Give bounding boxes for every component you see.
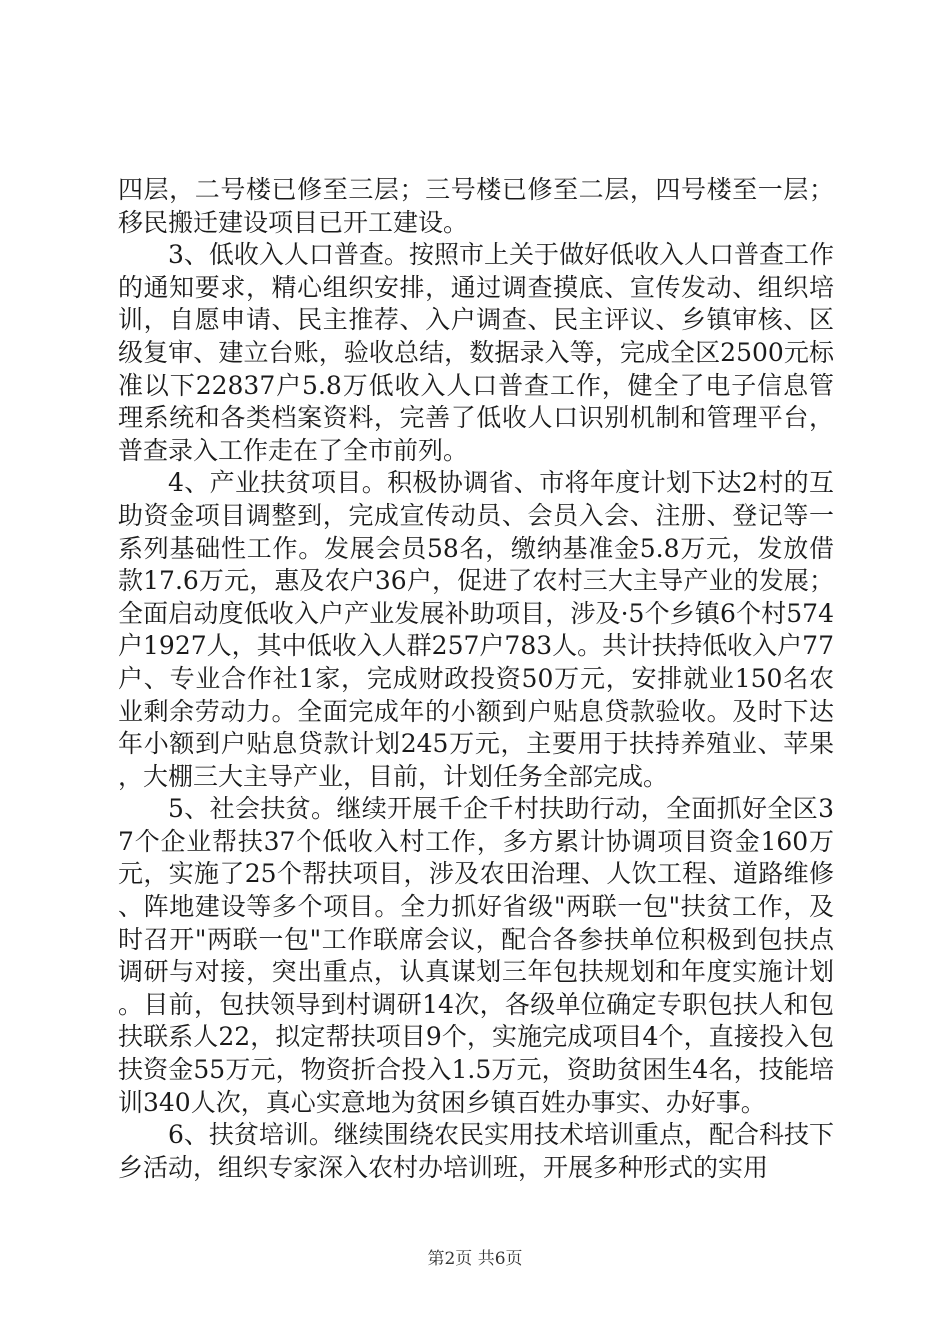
paragraph-industry-poverty-project: 4、产业扶贫项目。积极协调省、市将年度计划下达2村的互助资金项目调整到，完成宣传动员、会员入会、注册、登记等一系列基础性工作。发展会员58名，缴纳基准金5.8万元，发放借款17.6万元，惠及农户36户，促进了农村三大主导产业的发展；全面启动度低收入户产业发展补助项目，涉及·5个乡镇6个村574户1927人，其中低收入人群257户783人。共计扶持低收入户77户、专业合作社1家，完成财政投资50万元，安排就业150名农业剩余劳动力。全面完成年的小额到户贴息贷款验收。及时下达年小额到户贴息贷款计划245万元，主要用于扶持养殖业、苹果，大棚三大主导产业，目前，计划任务全部完成。 — [118, 468, 834, 791]
paragraph-poverty-training: 6、扶贫培训。继续围绕农民实用技术培训重点，配合科技下乡活动，组织专家深入农村办培训班，开展多种形式的实用 — [118, 1120, 834, 1182]
paragraph-continuation: 四层，二号楼已修至三层；三号楼已修至二层，四号楼至一层；移民搬迁建设项目已开工建设。 — [118, 175, 834, 237]
document-body — [118, 174, 834, 1184]
page-footer: 第2页 共6页 — [427, 1249, 523, 1269]
paragraph-low-income-census: 3、低收入人口普查。按照市上关于做好低收入人口普查工作的通知要求，精心组织安排，通过调查摸底、宣传发动、组织培训，自愿申请、民主推荐、入户调查、民主评议、乡镇审核、区级复审、建立台账，验收总结，数据录入等，完成全区2500元标准以下22837户5.8万低收入人口普查工作，健全了电子信息管理系统和各类档案资料，完善了低收人口识别机制和管理平台，普查录入工作走在了全市前列。 — [118, 240, 834, 465]
paragraph-social-poverty-relief: 5、社会扶贫。继续开展千企千村扶助行动，全面抓好全区37个企业帮扶37个低收入村工作，多方累计协调项目资金160万元，实施了25个帮扶项目，涉及农田治理、人饮工程、道路维修、阵地建设等多个项目。全力抓好省级"两联一包"扶贫工作，及时召开"两联一包"工作联席会议，配合各参扶单位积极到包扶点调研与对接，突出重点，认真谋划三年包扶规划和年度实施计划。目前，包扶领导到村调研14次，各级单位确定专职包扶人和包扶联系人22，拟定帮扶项目9个，实施完成项目4个，直接投入包扶资金55万元，物资折合投入1.5万元，资助贫困生4名，技能培训340人次，真心实意地为贫困乡镇百姓办事实、办好事。 — [118, 794, 834, 1117]
